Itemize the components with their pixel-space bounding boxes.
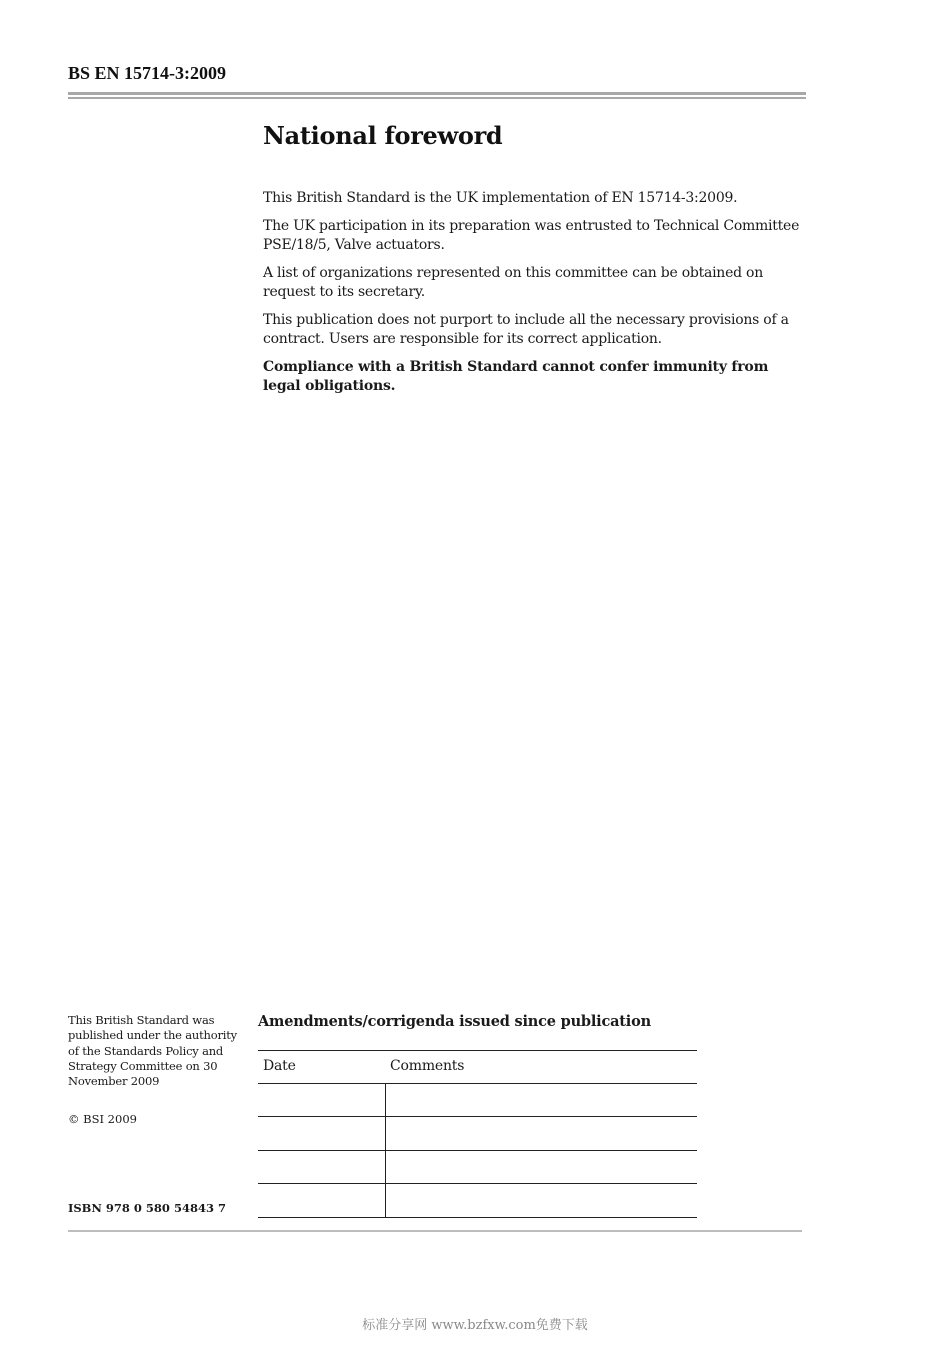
- foreword-paragraph: The UK participation in its preparation was entrusted to Technical Committee PSE/18/5, Valve actuators.: [263, 218, 800, 253]
- page-title: National foreword: [263, 121, 503, 150]
- column-header-date: Date: [263, 1058, 296, 1074]
- foreword-paragraph: A list of organizations represented on this committee can be obtained on request to its secretary.: [263, 265, 763, 300]
- foreword-paragraph: This British Standard is the UK implementation of EN 15714-3:2009.: [263, 190, 738, 206]
- foreword-paragraph: This publication does not purport to include all the necessary provisions of a contract. Users are responsible for its correct application.: [263, 312, 789, 347]
- date-cell: [258, 1151, 385, 1184]
- document-id: BS EN 15714-3:2009: [68, 63, 227, 83]
- table-header-row: [258, 1050, 697, 1084]
- foreword-body: [263, 189, 808, 405]
- comments-cell: [385, 1117, 697, 1150]
- date-cell: [258, 1184, 385, 1217]
- table-row: [258, 1117, 697, 1151]
- table-row: [258, 1084, 697, 1118]
- date-cell: [258, 1117, 385, 1150]
- footer-rule: [68, 1230, 802, 1232]
- watermark: 标准分享网 www.bzfxw.com免费下载: [362, 1318, 588, 1333]
- column-header-comments: Comments: [390, 1058, 465, 1074]
- header-rule-secondary: [68, 97, 806, 99]
- table-row: [258, 1184, 697, 1218]
- publication-statement: This British Standard was published under the authority of the Standards Policy and Strategy Committee on 30 November 2009: [68, 1013, 237, 1089]
- compliance-note: Compliance with a British Standard cannot confer immunity from legal obligations.: [263, 359, 769, 394]
- comments-cell: [385, 1084, 697, 1117]
- comments-cell: [385, 1151, 697, 1184]
- copyright-notice: © BSI 2009: [68, 1112, 137, 1126]
- amendments-table: [258, 1050, 697, 1218]
- comments-cell: [385, 1184, 697, 1217]
- amendments-heading: Amendments/corrigenda issued since publication: [258, 1013, 651, 1030]
- header-rule: [68, 92, 806, 95]
- table-row: [258, 1151, 697, 1185]
- isbn: ISBN 978 0 580 54843 7: [68, 1201, 226, 1215]
- date-cell: [258, 1084, 385, 1117]
